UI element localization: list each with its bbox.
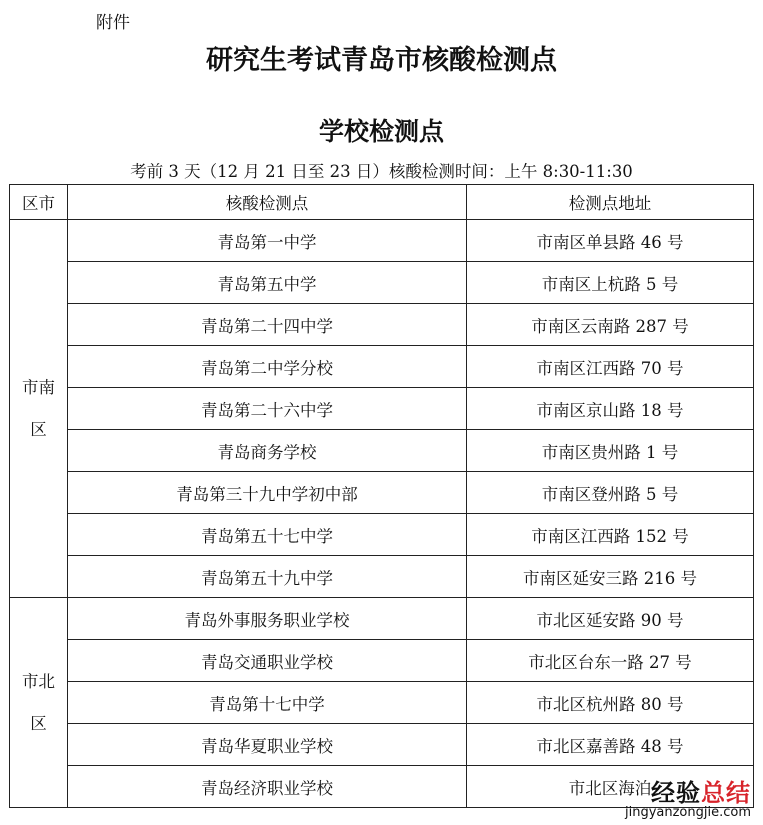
address-cell: 市北区嘉善路 48 号 [467,724,754,766]
watermark-logo [625,780,751,820]
table-row [10,346,754,388]
table-row [10,556,754,598]
watermark-url: jingyanzongjie.com [624,805,751,820]
header-site: 核酸检测点 [68,185,467,220]
watermark-text: 经验 [651,779,701,807]
address-cell: 市南区云南路 287 号 [467,304,754,346]
address-cell: 市南区江西路 152 号 [467,514,754,556]
site-cell: 青岛外事服务职业学校 [68,598,467,640]
table-row [10,724,754,766]
table-row [10,304,754,346]
site-cell: 青岛第二十六中学 [68,388,467,430]
address-cell: 市北区海泊 [467,766,754,808]
table-header-row [10,185,754,220]
table-row [10,430,754,472]
address-cell: 市北区台东一路 27 号 [467,640,754,682]
site-cell: 青岛经济职业学校 [68,766,467,808]
address-cell: 市南区江西路 70 号 [467,346,754,388]
table-row [10,514,754,556]
page-title: 研究生考试青岛市核酸检测点 [206,45,557,76]
site-cell: 青岛第二十四中学 [68,304,467,346]
district-name: 市南区 [21,377,55,439]
address-cell: 市北区延安路 90 号 [467,598,754,640]
address-cell: 市南区贵州路 1 号 [467,430,754,472]
site-cell: 青岛第五中学 [68,262,467,304]
address-cell: 市南区登州路 5 号 [467,472,754,514]
page-subtitle: 学校检测点 [318,117,444,146]
header-district: 区市 [10,185,68,220]
site-cell: 青岛第五十七中学 [68,514,467,556]
address-cell: 市南区上杭路 5 号 [467,262,754,304]
table-row [10,640,754,682]
site-cell: 青岛交通职业学校 [68,640,467,682]
table-row [10,682,754,724]
table-body [10,220,754,808]
address-cell: 市北区杭州路 80 号 [467,682,754,724]
district-cell [10,598,68,808]
testing-time-note: 考前 3 天（12 月 21 日至 23 日）核酸检测时间：上午 8:30-11:30 [130,162,633,181]
district-cell [10,220,68,598]
site-cell: 青岛商务学校 [68,430,467,472]
watermark-accent-text: 总结 [701,779,751,807]
attachment-label: 附件 [96,13,130,33]
table-row [10,220,754,262]
site-cell: 青岛第十七中学 [68,682,467,724]
testing-sites-table [9,184,754,808]
site-cell: 青岛第三十九中学初中部 [68,472,467,514]
address-cell: 市南区延安三路 216 号 [467,556,754,598]
table-row [10,388,754,430]
site-cell: 青岛第二中学分校 [68,346,467,388]
site-cell: 青岛第一中学 [68,220,467,262]
address-cell: 市南区京山路 18 号 [467,388,754,430]
site-cell: 青岛第五十九中学 [68,556,467,598]
table-row [10,472,754,514]
district-name: 市北区 [21,671,55,733]
header-address: 检测点地址 [467,185,754,220]
address-cell: 市南区单县路 46 号 [467,220,754,262]
table-row [10,598,754,640]
site-cell: 青岛华夏职业学校 [68,724,467,766]
table-row [10,262,754,304]
